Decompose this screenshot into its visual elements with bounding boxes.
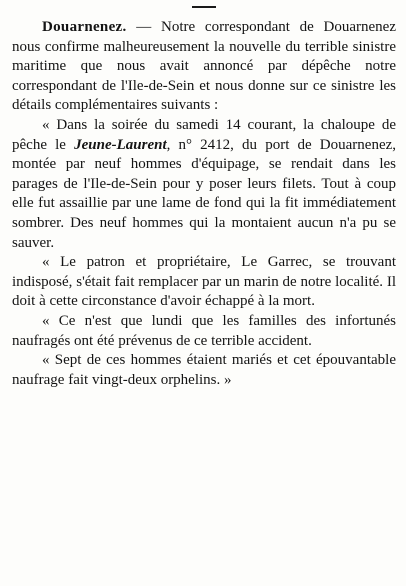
paragraph-2: « Le patron et propriétaire, Le Garrec, se trouvant indisposé, s'était fait remplacer par un marin de notre localité. Il doit à cette circonstance d'avoir échappé à la mort. <box>12 254 396 310</box>
paragraph-1-end: , n° 2412, du port de Douarnenez, montée par neuf hommes d'équipage, se rendait dans les parages de l'Ile-de-Sein pour y poser leurs filets. Tout à coup elle fut assaillie par une lame de fond qui la fit immédiatement sombrer. Des neuf hommes qui la montaient aucun n'a pu se sauver. <box>12 136 397 251</box>
intro-text: — Notre correspondant de Douarnenez nous confirme malheureusement la nouvelle du terrible sinistre maritime que nous avait annoncé par dépêche notre correspondant de l'Ile-de-Sein et nous donne sur ce sinistre les détails complémentaires suivants : <box>12 19 396 114</box>
paragraph-3: « Ce n'est que lundi que les familles des infortunés naufragés ont été prévenus de ce terrible accident. <box>12 312 396 349</box>
separator-rule <box>192 6 216 8</box>
paragraph-1 <box>12 116 396 253</box>
ship-name: Jeune-Laurent <box>74 136 167 153</box>
paragraph-1-start: « Dans la soirée du samedi 14 courant, la chaloupe de pêche le <box>12 116 396 153</box>
paragraph-4: « Sept de ces hommes étaient mariés et cet épouvantable naufrage fait vingt-deux orphelins. » <box>12 352 396 388</box>
article-column <box>12 18 396 390</box>
article-headline: Douarnenez. <box>42 19 127 35</box>
intro-paragraph <box>12 18 396 116</box>
